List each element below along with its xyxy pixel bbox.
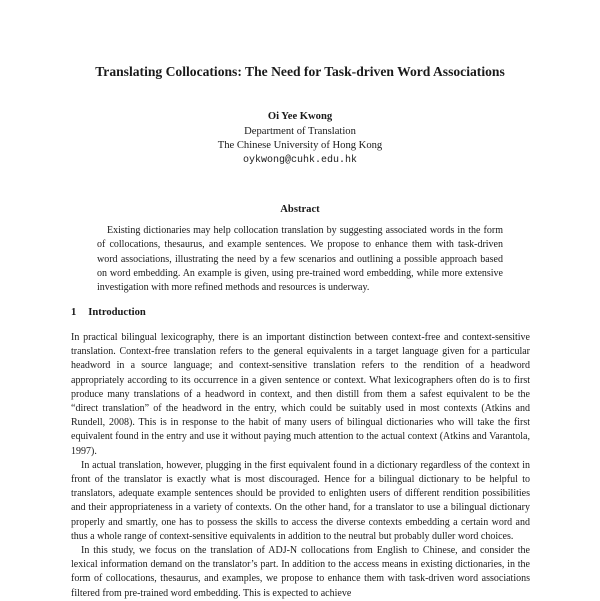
abstract-text: Existing dictionaries may help collocation translation by suggesting associated words in the form of collocations, thesaurus, and example sentences. We propose to enhance them with task-driven word associations, illustrating the need by a few scenarios and outlining a possible approach based on word embedding. An example is given, using pre-trained word embedding, while more extensive investigation with more refined methods and resources is underway. <box>97 225 503 294</box>
introduction-body <box>71 331 530 601</box>
section-heading-introduction <box>71 307 146 318</box>
author-email[interactable]: oykwong@cuhk.edu.hk <box>242 154 358 166</box>
section-title: Introduction <box>88 307 146 318</box>
paper-title: Translating Collocations: The Need for Task-driven Word Associations <box>95 64 505 79</box>
author-department: Department of Translation <box>244 125 356 137</box>
author-block <box>0 110 600 168</box>
section-number: 1 <box>71 307 77 318</box>
paragraph: In this study, we focus on the translation of ADJ-N collocations from English to Chinese, and consider the lexical information demand on the translator’s part. In addition to the access means in existing dictionaries, in the form of collocations, thesaurus, and examples, we propose to enhance them with task-driven word associations filtered from pre-trained word embedding. This is expected to achieve <box>71 545 530 599</box>
author-name: Oi Yee Kwong <box>267 111 333 122</box>
abstract-heading: Abstract <box>280 204 320 215</box>
paragraph: In practical bilingual lexicography, there is an important distinction between context-free and context-sensitive translation. Context-free translation refers to the general equivalents in a target language given for a particular headword in a source language; and context-sensitive translation refers to the rendition of a headword appropriately according to its occurrence in a given sentence or context. What lexicographers often do is to first produce many translations of a headword in context, and then distill from them a safest equivalent to be the “direct translation” of the headword in the entry, which could be suitably used in most contexts (Atkins and Rundell, 2008). This is in response to the habit of many users of bilingual dictionaries who will take the first equivalent found in the entry and use it without paying much attention to the actual context (Atkins and Varantola, 1997). <box>71 332 530 457</box>
author-institution: The Chinese University of Hong Kong <box>217 140 383 152</box>
paragraph: In actual translation, however, plugging in the first equivalent found in a dictionary regardless of the context in front of the translator is exactly what is most discouraged. Hence for a bilingual dictionary to be helpful to translators, adequate example sentences should be provided to enlighten users of different rendition possibilities and their appropriateness in a variety of contexts. On the other hand, for a translator to use a bilingual dictionary properly and smartly, one has to possess the skills to access the diverse contexts embedding a certain word and thus a whole range of context-sensitive equivalents in addition to the neutral but probably duller word choices. <box>71 459 530 542</box>
